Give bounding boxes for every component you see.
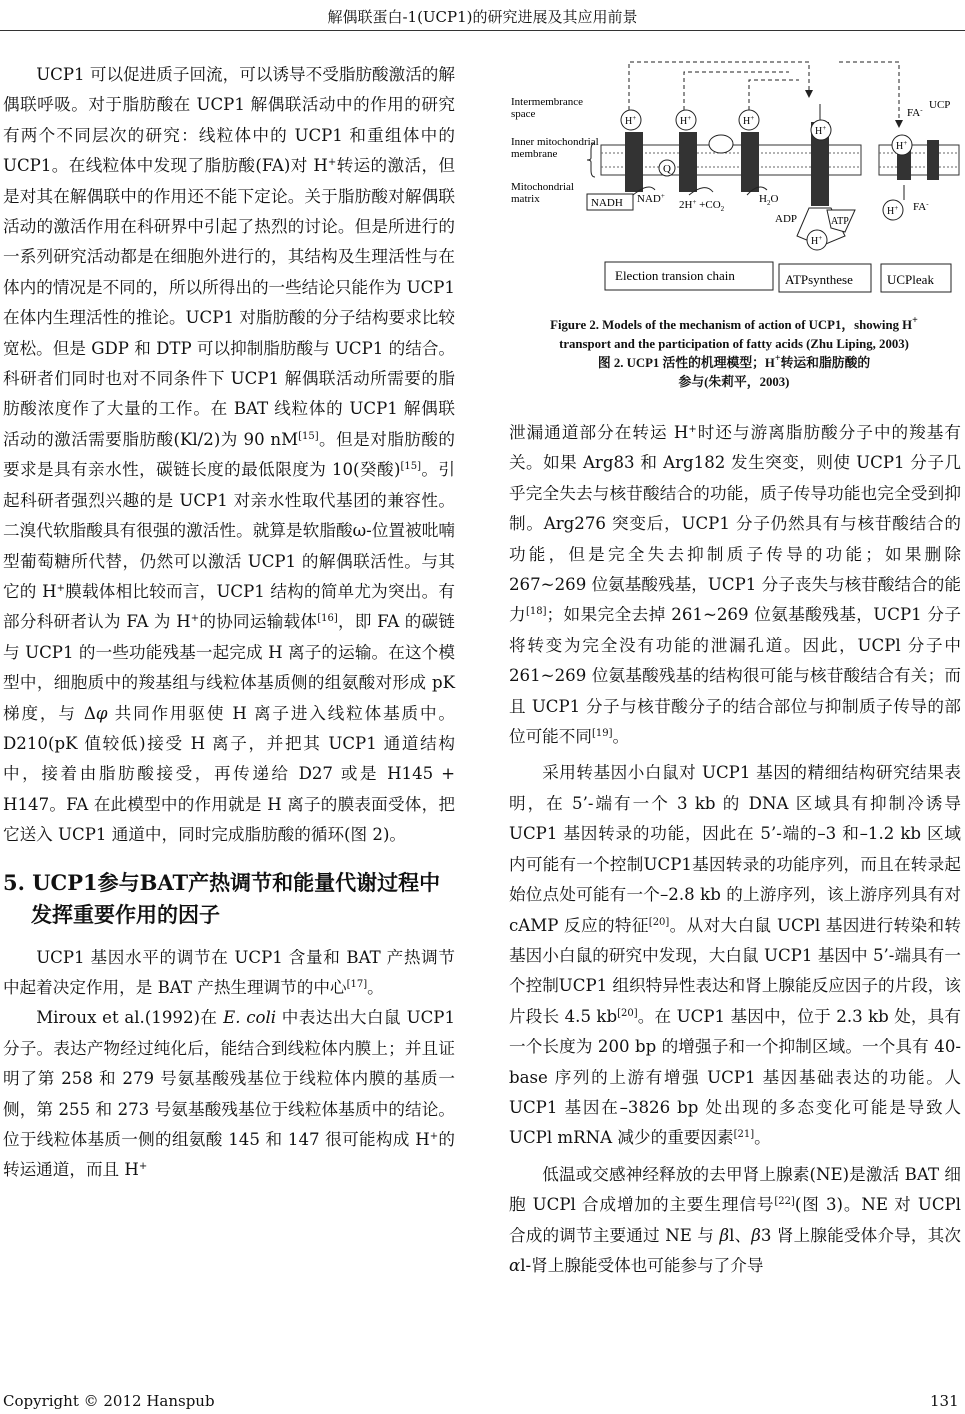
superscript: +: [138, 1161, 148, 1173]
caption-zh-line2: 参与(朱莉平，2003): [678, 375, 790, 389]
h-label: H+: [811, 234, 823, 247]
citation-ref: [20]: [617, 1007, 638, 1019]
legend-etc: Election transion chain: [615, 268, 735, 283]
text-run: UCP1 可以促进质子回流，可以诱导不受脂肪酸激活的解偶联呼吸。对于脂肪酸在 UCP1 解偶联活动中的作用的研究有两个不同层次的研究：线粒体中的 UCP1 和重组体中的 UCP1。在线粒体中发现了脂肪酸(FA)对 H: [3, 65, 455, 176]
label-fa-bottom: FA-: [913, 200, 929, 213]
caption-en-line2: transport and the participation of fatty acids (Zhu Liping, 2003): [559, 337, 909, 351]
superscript: +: [56, 582, 65, 594]
text-run: 。: [612, 727, 630, 747]
text-run: 的转运通道，而且 H: [3, 1130, 455, 1180]
species-name: E. coli: [223, 1008, 277, 1028]
text-run: 转运的激活，但是对其在解偶联中的作用还不能下定论。关于脂肪酸对解偶联活动的激活作用在科研界中引起了热烈的讨论。但是所进行的一系列研究活动都是在细胞外进行的，其结构及生理活性与在体内的情况是不同的，所以所得出的一些结论只能作为 UCP1 在体内生理活性的推论。UCP1 对脂肪酸的分子结构要求比较宽松。但是 GDP 和 DTP 可以抑制脂肪酸与 UCP1 的结合。科研者们同时也对不同条件下 UCP1 解偶联活动所需要的脂肪酸浓度作了大量的工作。在 BAT 线粒体的 UCP1 解偶联活动的激活需要脂肪酸(Kl/2)为 90 nM: [3, 156, 456, 449]
text-run: ，即 FA 的碳链与 UCP1 的一些功能残基一起完成 H 离子的运输。在这个模型中，细胞质中的羧基组与线粒体基质侧的组氨酸对形成 pK 梯度，与 Δ: [3, 612, 456, 723]
dashed-proton-paths: [629, 62, 899, 120]
right-column: [509, 418, 961, 1281]
superscript: +: [688, 424, 697, 435]
label-membrane: membrane: [511, 148, 558, 160]
h-label: H+: [887, 204, 899, 217]
citation-ref: [15]: [298, 430, 319, 442]
left-paragraph-2: [3, 943, 455, 1004]
section-heading: 5. UCP1参与BAT产热调节和能量代谢过程中发挥重要作用的因子: [3, 869, 441, 927]
label-atp: ATP: [831, 216, 849, 227]
text-run: 。引起科研者强烈兴趣的是 UCP1 对亲水性取代基团的兼容性。二溴代软脂酸具有很强的激活性。就算是软脂酸ω-位置被吡喃型葡萄糖所代替，仍然可以激活 UCP1 的解偶联活性。与其它的 H: [3, 460, 455, 601]
membrane-brace: [587, 143, 595, 177]
citation-ref: [16]: [317, 613, 338, 625]
text-run: 。从对大白鼠 UCPl 基因进行转染和转基因小白鼠的研究中发现，大白鼠 UCP1 基因中 5’-端具有一个控制UCP1 组织特异性表达和肾上腺能反应因子的片段，该片段长 4.5 kb: [509, 915, 961, 1026]
figure-2-diagram: [509, 50, 961, 300]
superscript: +: [429, 1131, 439, 1142]
label-fa-top: FA-: [907, 106, 923, 119]
q-label: Q: [663, 163, 671, 175]
greek-symbol: β: [719, 1225, 730, 1245]
h-label: H+: [896, 139, 908, 152]
text-run: 。: [754, 1128, 771, 1148]
text-run: 共同作用驱使 H 离子进入线粒体基质中。D210(pK 值较低)接受 H 离子，并把其 UCP1 通道结构中，接着由脂肪酸接受，再传递给 D27 或是 H145 + H147。FA 在此模型中的作用就是 H 离子的膜表面受体，把它送入 UCP1 通道中，同时完成脂肪酸的循环(图 2)。: [3, 703, 455, 845]
label-nad: NAD+: [637, 192, 665, 205]
text-run: 采用转基因小白鼠对 UCP1 基因的精细结构研究结果表明，在 5’-端有一个 3 kb 的 DNA 区域具有抑制冷诱导 UCP1 基因转录的功能，因此在 5’-端的–3 和–1.2 kb 区域内可能有一个控制UCP1基因转录的功能序列，而且在转录起始位点处可能有一个–2.8 kb 的上游序列，该上游序列具有对 cAMP 反应的特征: [509, 763, 961, 935]
caption-en-line1: Figure 2. Models of the mechanism of action of UCP1，showing H+: [550, 315, 918, 332]
footer-page-number: 131: [930, 1392, 959, 1410]
label-h2o: $H_2O$: [759, 193, 779, 207]
citation-ref: [21]: [733, 1129, 755, 1141]
text-run: UCP1 基因水平的调节在 UCP1 含量和 BAT 产热调节中起着决定作用，是 BAT 产热生理调节的中心: [3, 947, 455, 997]
citation-ref: [20]: [648, 916, 670, 928]
text-run: Miroux et al.(1992)在: [36, 1008, 224, 1028]
h-label: H+: [743, 114, 755, 127]
greek-symbol: α: [509, 1255, 521, 1275]
proton-circles: [621, 110, 912, 250]
text-run: l-肾上腺能受体也可能参与了介导: [520, 1255, 764, 1275]
text-run: 中表达出大白鼠 UCP1 分子。表达产物经过纯化后，能结合到线粒体内膜上；并且证明了第 258 和 279 号氨基酸残基位于线粒体内膜的基质一侧，第 255 和 273 号氨基酸残基位于线粒体基质中的结论。位于线粒体基质一侧的组氨酸 145 和 147 很可能构成 H: [3, 1008, 456, 1149]
left-paragraph-1: [3, 60, 455, 851]
caption-zh-line1: 图 2. UCP1 活性的机理模型；H+转运和脂肪酸的: [597, 353, 871, 370]
h-label: H+: [625, 114, 637, 127]
legend-ucp: UCPleak: [887, 272, 934, 287]
text-run: 泄漏通道部分在转运 H: [509, 423, 689, 442]
citation-ref: [18]: [526, 606, 547, 618]
running-header: 解偶联蛋白-1(UCP1)的研究进展及其应用前景: [327, 8, 638, 26]
h-label: H+: [815, 124, 827, 137]
label-space: space: [511, 108, 536, 120]
text-run: 。但是对脂肪酸的要求是具有亲水性，碳链长度的最低限度为 10(癸酸): [3, 429, 455, 480]
citation-ref: [17]: [346, 978, 368, 990]
label-ucp: UCP: [929, 99, 951, 111]
label-nadh: NADH: [591, 197, 623, 209]
superscript: +: [327, 157, 337, 169]
label-intermembrane: Intermembrance: [511, 96, 584, 108]
left-column: [3, 60, 455, 1186]
right-paragraph-3: [509, 1160, 961, 1282]
text-run: ；如果完全去掉 261~269 位氨基酸残基，UCP1 分子将转变为完全没有功能的泄漏孔道。因此，UCPl 分子中 261~269 位氨基酸残基的结构很可能与核苷酸结合有关；而且 UCP1 分子与核苷酸分子的结合部位与抑制质子传导的部位可能不同: [509, 605, 961, 747]
greek-symbol: φ: [95, 703, 108, 723]
left-paragraph-3: [3, 1003, 455, 1185]
h-label: H+: [680, 114, 692, 127]
label-co2: $2H^+ +CO_2$: [679, 198, 725, 213]
right-paragraph-1: [509, 418, 961, 752]
figure-caption: [503, 316, 965, 392]
text-run: 时还与游离脂肪酸分子中的羧基有关。如果 Arg83 和 Arg182 发生突变，则使 UCP1 分子几乎完全失去与核苷酸结合的功能，质子传导功能也完全受到抑制。Arg276 突变后，UCP1 分子仍然具有与核苷酸结合的功能，但是完全失去抑制质子传导的功能；如果删除 267~269 位氨基酸残基，UCP1 分子丧失与核苷酸结合的能力: [509, 423, 962, 625]
label-matrix: matrix: [511, 193, 540, 205]
header-divider: [0, 30, 965, 31]
text-run: 。在 UCP1 基因中，位于 2.3 kb 处，具有一个长度为 200 bp 的增强子和一个抑制区域。一个具有 40-base 序列的上游有增强 UCP1 基因基础表达的功能。人 UCP1 基因在–3826 bp 处出现的多态变化可能是导致人 UCPl mRNA 减少的重要因素: [509, 1006, 961, 1148]
superscript: +: [190, 613, 200, 625]
text-run: 低温或交感神经释放的去甲肾上腺素(NE)是激活 BAT 细胞 UCPl 合成增加的主要生理信号: [509, 1164, 961, 1215]
text-run: 的协同运输载体: [199, 612, 318, 632]
text-run: 3 肾上腺能受体介导，其次: [760, 1225, 961, 1245]
citation-ref: [19]: [591, 728, 613, 740]
label-adp: ADP: [775, 213, 798, 225]
legend-atp: ATPsynthese: [785, 272, 853, 287]
citation-ref: [22]: [774, 1196, 795, 1208]
greek-symbol: β: [751, 1225, 761, 1245]
text-run: 膜载体相比较而言，UCP1 结构的简单尤为突出。有部分科研者认为 FA 为 H: [3, 581, 455, 632]
label-mito: Mitochondrial: [511, 181, 574, 193]
text-run: 。: [367, 977, 384, 997]
right-paragraph-2: [509, 758, 961, 1153]
label-inner: Inner mitochondrial: [511, 136, 599, 148]
citation-ref: [15]: [400, 461, 421, 473]
footer-copyright: Copyright © 2012 Hanspub: [3, 1392, 215, 1410]
text-run: (图 3)。NE 对 UCPl 合成的调节主要通过 NE 与: [509, 1195, 961, 1245]
text-run: l、: [729, 1225, 752, 1245]
cytochrome-c: [709, 135, 733, 153]
